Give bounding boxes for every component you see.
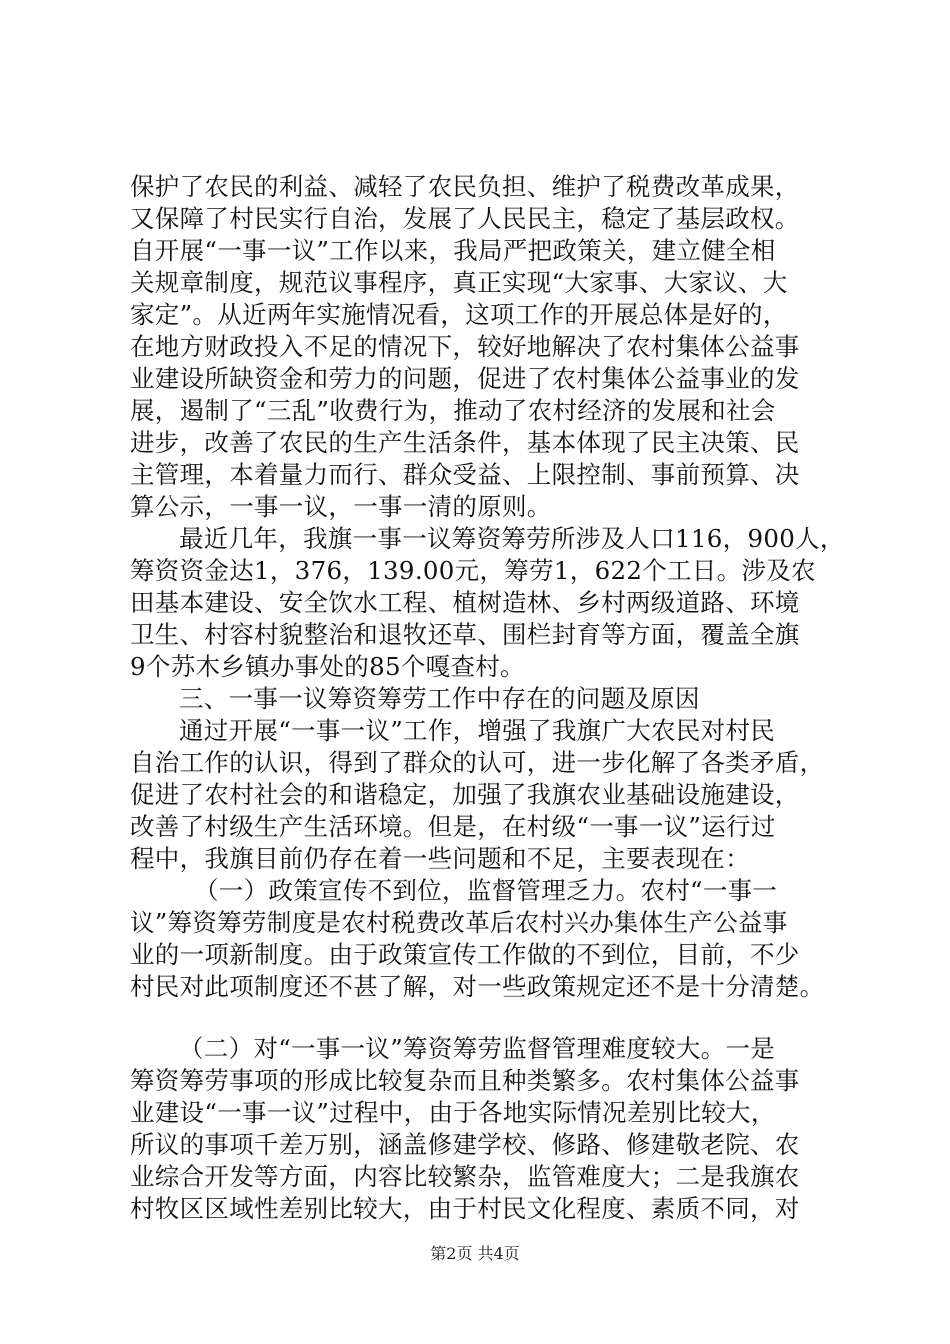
text-line: 展，遏制了“三乱”收费行为，推动了农村经济的发展和社会 xyxy=(130,396,776,425)
page-footer: 第2页 共4页 xyxy=(430,1244,520,1263)
text-line: 筹资资金达1，376，139.00元，筹劳1，622个工日。涉及农 xyxy=(130,556,816,585)
text-line: 主管理，本着量力而行、群众受益、上限控制、事前预算、决 xyxy=(130,460,800,489)
text-line: 通过开展“一事一议”工作，增强了我旗广大农民对村民 xyxy=(179,716,776,745)
text-line: 促进了农村社会的和谐稳定，加强了我旗农业基础设施建设， xyxy=(130,780,800,809)
text-line: 卫生、村容村貌整治和退牧还草、围栏封育等方面，覆盖全旗 xyxy=(130,620,800,649)
text-line: 9个苏木乡镇办事处的85个嘎查村。 xyxy=(130,652,525,681)
text-line: 在地方财政投入不足的情况下，较好地解决了农村集体公益事 xyxy=(130,332,800,361)
text-line: （一）政策宣传不到位，监督管理乏力。农村“一事一 xyxy=(194,876,778,905)
text-line: 田基本建设、安全饮水工程、植树造林、乡村两级道路、环境 xyxy=(130,588,800,617)
text-line: 村民对此项制度还不甚了解，对一些政策规定还不是十分清楚。 xyxy=(130,972,825,1001)
text-line: 业建设“一事一议”过程中，由于各地实际情况差别比较大， xyxy=(130,1098,776,1127)
text-line: 村牧区区域性差别比较大，由于村民文化程度、素质不同，对 xyxy=(130,1194,800,1223)
text-line: 关规章制度，规范议事程序，真正实现“大家事、大家议、大 xyxy=(130,268,788,297)
body-text xyxy=(130,171,845,1225)
text-line: 自开展“一事一议”工作以来，我局严把政策关，建立健全相 xyxy=(130,236,776,265)
text-line: 筹资筹劳事项的形成比较复杂而且种类繁多。农村集体公益事 xyxy=(130,1066,800,1095)
text-line: 自治工作的认识，得到了群众的认可，进一步化解了各类矛盾， xyxy=(130,748,825,777)
text-line: 业的一项新制度。由于政策宣传工作做的不到位，目前，不少 xyxy=(130,940,800,969)
text-line: （二）对“一事一议”筹资筹劳监督管理难度较大。一是 xyxy=(179,1034,776,1063)
text-line: 业建设所缺资金和劳力的问题，促进了农村集体公益事业的发 xyxy=(130,364,800,393)
text-line: 算公示，一事一议，一事一清的原则。 xyxy=(130,492,552,521)
text-line: 家定”。从近两年实施情况看，这项工作的开展总体是好的， xyxy=(130,300,788,329)
text-line: 保护了农民的利益、减轻了农民负担、维护了税费改革成果， xyxy=(130,172,800,201)
paragraph-gap xyxy=(130,1003,830,1033)
section-heading: 三、一事一议筹资筹劳工作中存在的问题及原因 xyxy=(179,684,700,713)
text-line: 进步，改善了农民的生产生活条件，基本体现了民主决策、民 xyxy=(130,428,800,457)
text-line: 又保障了村民实行自治，发展了人民民主，稳定了基层政权。 xyxy=(130,204,800,233)
text-line: 所议的事项千差万别，涵盖修建学校、修路、修建敬老院、农 xyxy=(130,1130,800,1159)
text-line: 改善了村级生产生活环境。但是，在村级“一事一议”运行过 xyxy=(130,812,776,841)
text-line: 程中，我旗目前仍存在着一些问题和不足，主要表现在： xyxy=(130,844,750,873)
text-line: 最近几年，我旗一事一议筹资筹劳所涉及人口116，900人， xyxy=(179,524,845,553)
text-line: 业综合开发等方面，内容比较繁杂，监管难度大；二是我旗农 xyxy=(130,1162,800,1191)
text-line: 议”筹资筹劳制度是农村税费改革后农村兴办集体生产公益事 xyxy=(130,908,788,937)
